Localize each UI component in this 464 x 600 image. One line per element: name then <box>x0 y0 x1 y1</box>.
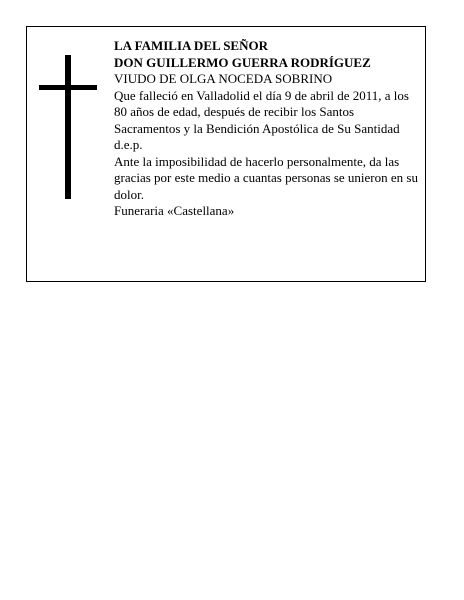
paragraph-death-details: Que falleció en Valladolid el día 9 de abril de 2011, a los 80 años de edad, después de recibir los Santos Sacramentos y la Bendición Apostólica de Su Santidad <box>114 87 409 136</box>
funeral-home: Funeraria «Castellana» <box>114 203 235 218</box>
heading-line2: DON GUILLERMO GUERRA RODRÍGUEZ <box>114 54 371 70</box>
rip-abbreviation: d.e.p. <box>114 137 143 152</box>
cross-horizontal-bar <box>39 85 97 90</box>
subheading: VIUDO DE OLGA NOCEDA SOBRINO <box>114 71 333 86</box>
paragraph-thanks: Ante la imposibilidad de hacerlo personalmente, da las gracias por este medio a cuantas personas se unieron en su dolor. <box>114 153 418 202</box>
cross-icon <box>39 55 97 199</box>
obituary-notice <box>26 26 426 282</box>
notice-text <box>114 38 420 220</box>
heading-line1: LA FAMILIA DEL SEÑOR <box>114 38 268 53</box>
cross-vertical-bar <box>65 55 71 199</box>
